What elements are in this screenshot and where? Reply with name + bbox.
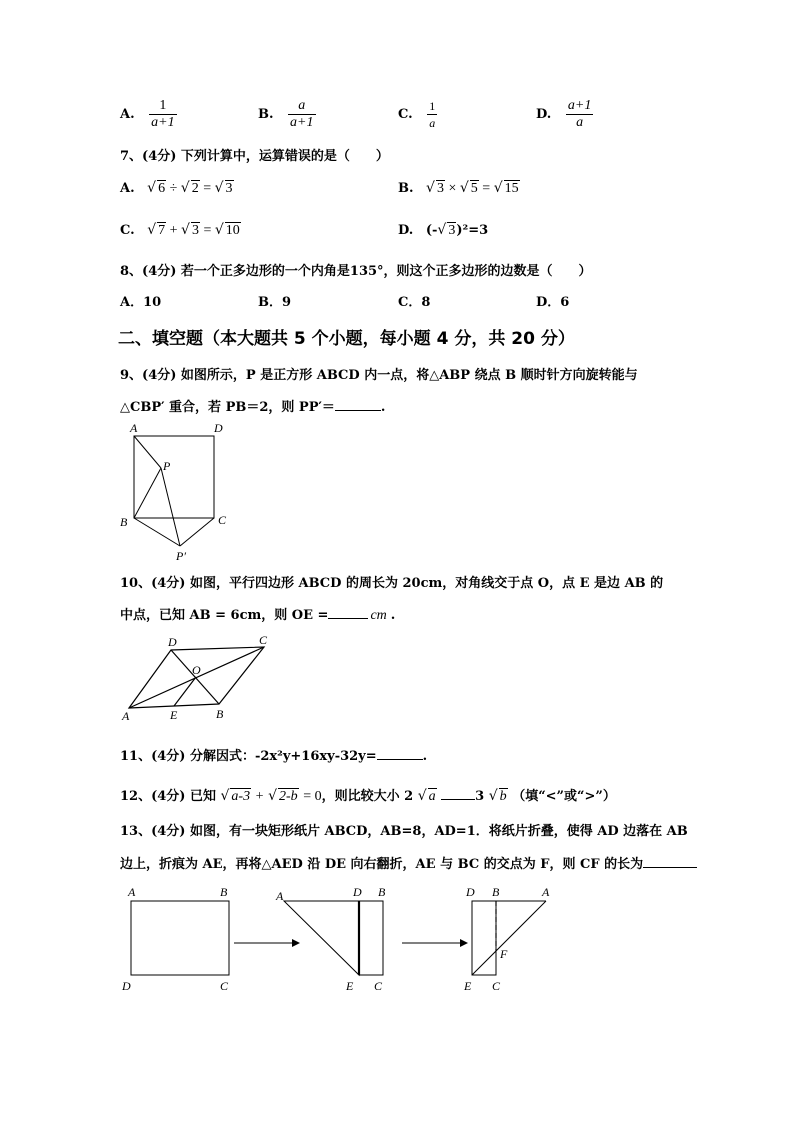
q7-option-d xyxy=(398,222,488,238)
strip-rectangle xyxy=(472,901,496,975)
remaining-strip xyxy=(359,901,383,975)
q13-figure xyxy=(116,880,566,1000)
radical-sign: √ xyxy=(437,222,447,238)
radical-sign: √ xyxy=(268,788,277,804)
q9-figure xyxy=(116,418,246,564)
q10-line2 xyxy=(120,604,395,624)
arrow-head-icon xyxy=(460,939,468,947)
diagonal-ea xyxy=(472,901,546,975)
fig3-label-e: E xyxy=(464,979,472,993)
q7-option-b xyxy=(398,180,520,197)
label-c: C xyxy=(218,513,227,527)
radical-sign: √ xyxy=(417,788,427,804)
fraction xyxy=(427,98,437,131)
section-heading: 二、填空题（本大题共 5 个小题，每小题 4 分，共 20 分） xyxy=(118,329,575,349)
fig3-label-f: F xyxy=(500,947,508,961)
option-label: D. xyxy=(536,107,552,122)
q9-line2 xyxy=(120,396,385,415)
radicand: 3 xyxy=(448,223,456,238)
option-label: B. xyxy=(398,181,414,196)
radicand: 6 xyxy=(158,181,166,196)
equals: = xyxy=(203,181,212,196)
q9-line2-text: △CBP′ 重合，若 PB＝2，则 PP′＝ xyxy=(120,400,335,415)
square-abcd xyxy=(134,436,214,518)
q11-text: 11、(4分) 分解因式：-2x²y+16xy-32y= xyxy=(120,749,377,764)
label-c: C xyxy=(259,634,268,647)
segment-pp2 xyxy=(161,468,180,546)
segment-bp2 xyxy=(134,518,180,546)
radicand: 2-b xyxy=(278,789,298,804)
option-label: C. xyxy=(398,107,413,122)
label-d: D xyxy=(168,635,177,649)
q11-end: . xyxy=(422,749,428,764)
segment-cp2 xyxy=(180,518,214,546)
denominator: a xyxy=(429,116,436,130)
denominator: a+1 xyxy=(151,115,175,130)
q9-line1: 9、(4分) 如图所示，P 是正方形 ABCD 内一点，将△ABP 绕点 B 顺时针方向旋转能与 xyxy=(120,368,638,383)
q6-option-a xyxy=(120,98,177,131)
option-label: A. xyxy=(120,181,135,196)
label-e: E xyxy=(170,708,178,722)
q13-line2-text: 边上，折痕为 AE，再将△AED 沿 DE 向右翻折，AE 与 BC 的交点为 F，则 CF 的长为 xyxy=(120,857,644,872)
answer-blank xyxy=(328,606,368,619)
radicand: 3 xyxy=(436,181,444,196)
option-label: D. xyxy=(398,223,414,238)
segment-bp xyxy=(134,468,161,518)
fig3-label-a: A xyxy=(542,885,550,899)
q7-stem: 7、(4分) 下列计算中，运算错误的是（ ） xyxy=(120,149,389,164)
open-paren: (- xyxy=(425,223,438,238)
fig2-label-a: A xyxy=(276,889,284,903)
q10-line2-end: . xyxy=(390,608,396,623)
radical-sign: √ xyxy=(147,180,157,196)
fraction xyxy=(566,98,593,131)
radical-sign: √ xyxy=(459,180,469,196)
expression xyxy=(147,223,241,238)
numerator: 1 xyxy=(159,98,167,113)
label-o: O xyxy=(192,663,201,677)
fraction xyxy=(288,98,315,131)
q9-line2-end: . xyxy=(380,400,386,415)
radicand: 5 xyxy=(470,181,478,196)
radical-sign: √ xyxy=(493,180,503,196)
q10-figure xyxy=(116,634,276,724)
numerator: 1 xyxy=(429,99,436,113)
fraction xyxy=(149,98,176,131)
segment-oe xyxy=(174,677,196,706)
radicand: 7 xyxy=(158,223,166,238)
radical-sign: √ xyxy=(180,180,190,196)
rectangle-abcd xyxy=(131,901,229,975)
radical-sign: √ xyxy=(220,788,230,804)
radicand: b xyxy=(499,789,507,804)
answer-blank xyxy=(643,855,697,868)
fig2-label-e: E xyxy=(346,979,354,993)
radicand: 10 xyxy=(225,223,240,238)
fig2-label-b: B xyxy=(378,885,386,899)
q13-line2 xyxy=(120,853,697,872)
fig2-label-d: D xyxy=(353,885,362,899)
radicand: 3 xyxy=(225,181,233,196)
denominator: a+1 xyxy=(290,115,314,130)
radicand: a xyxy=(428,789,436,804)
equals: = xyxy=(482,181,491,196)
radicand: 15 xyxy=(504,181,519,196)
radical-sign: √ xyxy=(214,180,224,196)
label-a: A xyxy=(130,421,138,435)
operator: × xyxy=(448,181,457,196)
q8-option-d: D．6 xyxy=(536,295,570,310)
q6-option-c xyxy=(398,98,437,131)
label-p: P xyxy=(163,459,171,473)
unit: cm xyxy=(370,608,387,623)
numerator: a+1 xyxy=(567,98,592,113)
segment-ap xyxy=(134,436,161,468)
q8-stem: 8、(4分) 若一个正多边形的一个内角是135°，则这个正多边形的边数是（ ） xyxy=(120,264,592,279)
q12-three: 3 xyxy=(475,789,485,804)
radical-sign: √ xyxy=(426,180,435,196)
fig3-label-d: D xyxy=(466,885,475,899)
fig3-label-c: C xyxy=(492,979,501,993)
radical-sign: √ xyxy=(214,222,224,238)
q6-option-d xyxy=(536,98,593,131)
radicand: 2 xyxy=(191,181,199,196)
q7-option-a xyxy=(120,180,234,197)
expression xyxy=(147,181,233,196)
q12 xyxy=(120,785,616,805)
option-label: A. xyxy=(120,107,135,122)
label-b: B xyxy=(120,515,128,529)
label-p-prime: P′ xyxy=(176,549,186,563)
expression xyxy=(426,181,520,196)
q8-option-a: A．10 xyxy=(120,295,162,310)
expression xyxy=(426,223,488,238)
operator: ÷ xyxy=(169,181,178,196)
equals: = xyxy=(203,223,212,238)
q11 xyxy=(120,745,427,764)
option-label: B. xyxy=(258,107,274,122)
fig1-label-a: A xyxy=(128,885,136,899)
answer-blank xyxy=(335,398,381,411)
answer-blank xyxy=(377,747,423,760)
arrow-head-icon xyxy=(292,939,300,947)
radical-sign: √ xyxy=(181,222,190,238)
operator: + xyxy=(169,223,178,238)
q12-end: （填“<”或“>”） xyxy=(512,789,616,804)
label-a: A xyxy=(122,709,130,723)
radical-sign: √ xyxy=(147,222,157,238)
fig1-label-b: B xyxy=(220,885,228,899)
q10-line1: 10、(4分) 如图，平行四边形 ABCD 的周长为 20cm，对角线交于点 O，点 E 是边 AB 的 xyxy=(120,576,664,591)
fig2-label-c: C xyxy=(374,979,383,993)
diagonal-bd xyxy=(171,650,219,704)
radical-sign: √ xyxy=(488,788,498,804)
numerator: a xyxy=(298,98,306,113)
q13-line1: 13、(4分) 如图，有一块矩形纸片 ABCD，AB=8，AD=1．将纸片折叠，使得 AD 边落在 AB xyxy=(120,824,688,839)
fig1-label-d: D xyxy=(122,979,131,993)
fig3-label-b: B xyxy=(492,885,500,899)
fig1-label-c: C xyxy=(220,979,229,993)
radicand: a-3 xyxy=(231,789,251,804)
q7-option-c xyxy=(120,222,241,239)
denominator: a xyxy=(566,114,593,131)
q12-mid: ，则比较大小 2 xyxy=(321,789,414,804)
q10-line2-text: 中点，已知 AB = 6cm，则 OE = xyxy=(120,608,329,623)
folded-triangle xyxy=(284,901,359,975)
close-paren-result: )²=3 xyxy=(456,223,489,238)
label-d: D xyxy=(214,421,223,435)
diagonal-ac xyxy=(129,647,264,708)
radicand: 3 xyxy=(191,223,199,238)
option-label: C. xyxy=(120,223,135,238)
q8-option-b: B．9 xyxy=(258,295,292,310)
operator: + xyxy=(255,789,264,804)
answer-blank xyxy=(441,787,475,800)
q6-option-b xyxy=(258,98,316,131)
q8-option-c: C．8 xyxy=(398,295,431,310)
q12-text: 12、(4分) 已知 xyxy=(120,789,216,804)
label-b: B xyxy=(216,707,224,721)
equals: = 0 xyxy=(303,789,322,804)
